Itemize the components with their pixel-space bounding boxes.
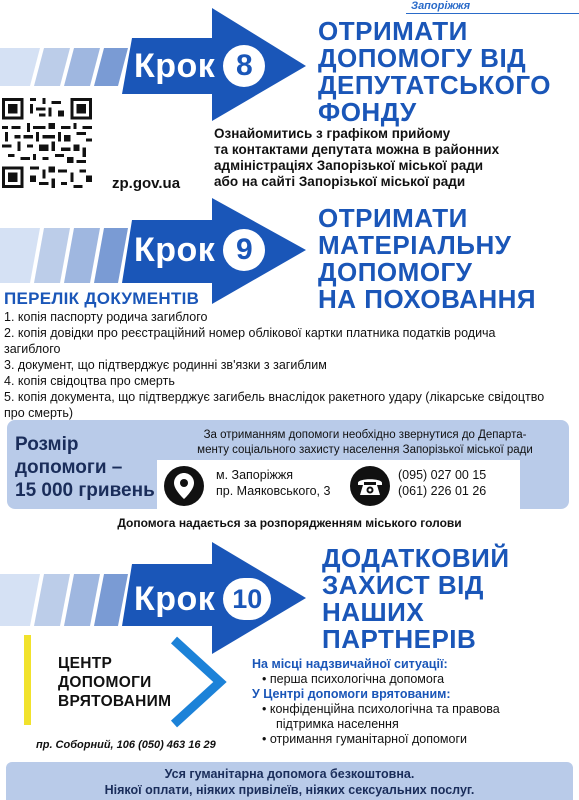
list-item: 5. копія документа, що підтверджує загибель внаслідок ракетного удару (лікарське свідоцтво про смерть) [4,390,545,420]
text-line: За отриманням допомоги необхідно звернутися до Департа- [203,429,527,441]
step10-label [134,578,271,620]
location-pin-icon [164,466,204,506]
phone-icon [350,466,390,506]
address-line: м. Запоріжжя [216,468,293,482]
text-line: Ознайомитись з графіком прийому [214,126,451,141]
item-line: підтримка населення [276,717,399,731]
heading-line: ДОДАТКОВИЙ [322,543,510,573]
step9-heading [318,205,536,313]
amount-line: допомоги – [15,457,123,478]
footer-line: Ніякої оплати, ніяких привілеїв, ніяких сексуальних послуг. [104,783,475,797]
logo-line: ВРЯТОВАНИМ [58,693,172,710]
step9-word: Крок [134,230,216,269]
list-item: • отримання гуманітарної допомоги [262,732,468,746]
decree-note: Допомога надається за розпорядженням міського голови [117,516,462,530]
documents-list [4,309,549,421]
step8-word: Крок [134,46,216,85]
logo-line: ЦЕНТР [58,655,113,672]
heading-line: ДЕПУТАТСЬКОГО [318,70,552,100]
text-line: менту соціального захисту населення Запорізької міської ради [197,444,533,456]
phone-numbers [398,467,486,499]
list-item: 2. копія довідки про реєстраційний номер облікової картки платника податків родича загиблого [4,326,496,356]
phone-number[interactable]: (061) 226 01 26 [398,484,487,498]
step8-number: 8 [223,45,265,87]
city-underline [406,13,579,14]
text-line: адміністраціях Запорізької міської ради [214,158,484,173]
contact-instructions [165,428,565,458]
list-item: 4. копія свідоцтва про смерть [4,374,175,388]
footer-banner [6,762,573,800]
heading-line: НАШИХ [322,597,425,627]
documents-title: ПЕРЕЛІК ДОКУМЕНТІВ [4,289,200,308]
item-line: • конфіденційна психологічна та правова [262,702,500,716]
heading-line: ПАРТНЕРІВ [322,624,477,654]
help-services [252,657,577,747]
heading-line: ЗАХИСТ ВІД [322,570,484,600]
step8-description [214,126,499,190]
address [216,467,330,499]
amount-line: 15 000 гривень [15,480,155,501]
step10-word: Крок [134,579,216,618]
step9-number: 9 [223,229,265,271]
heading-line: МАТЕРІАЛЬНУ [318,230,512,260]
center-title: У Центрі допомоги врятованим: [252,687,451,701]
step10-number: 10 [223,578,271,620]
heading-line: ОТРИМАТИ [318,203,468,233]
amount-line: Розмір [15,434,79,455]
center-logo-bar [24,635,31,725]
heading-line: ДОПОМОГУ ВІД [318,43,527,73]
text-line: або на сайті Запорізької міської ради [214,174,466,189]
center-address: пр. Соборний, 106 (050) 463 16 29 [36,739,216,751]
step10-heading [322,545,510,653]
step9-label [134,229,265,271]
step8-label [134,45,265,87]
footer-line: Уся гуманітарна допомога безкоштовна. [164,767,415,781]
heading-line: НА ПОХОВАННЯ [318,284,537,314]
address-line: пр. Маяковського, 3 [216,484,331,498]
onsite-title: На місці надзвичайної ситуації: [252,657,448,671]
text-line: та контактами депутата можна в районних [214,142,500,157]
logo-line: ДОПОМОГИ [58,674,152,691]
list-item [252,702,577,732]
heading-line: ОТРИМАТИ [318,16,468,46]
heading-line: ДОПОМОГУ [318,257,473,287]
city-label: Запоріжжя [411,0,471,12]
phone-number[interactable]: (095) 027 00 15 [398,468,487,482]
chevron-right-icon [168,636,230,728]
step8-heading [318,18,551,126]
list-item: 3. документ, що підтверджує родинні зв'язки з загиблим [4,358,327,372]
amount-label [15,433,155,502]
list-item: • перша психологічна допомога [262,672,445,686]
center-logo-text [58,654,171,711]
site-link[interactable]: zp.gov.ua [112,175,181,192]
qr-code-icon[interactable] [2,97,92,189]
list-item: 1. копія паспорту родича загиблого [4,310,208,324]
heading-line: ФОНДУ [318,97,417,127]
